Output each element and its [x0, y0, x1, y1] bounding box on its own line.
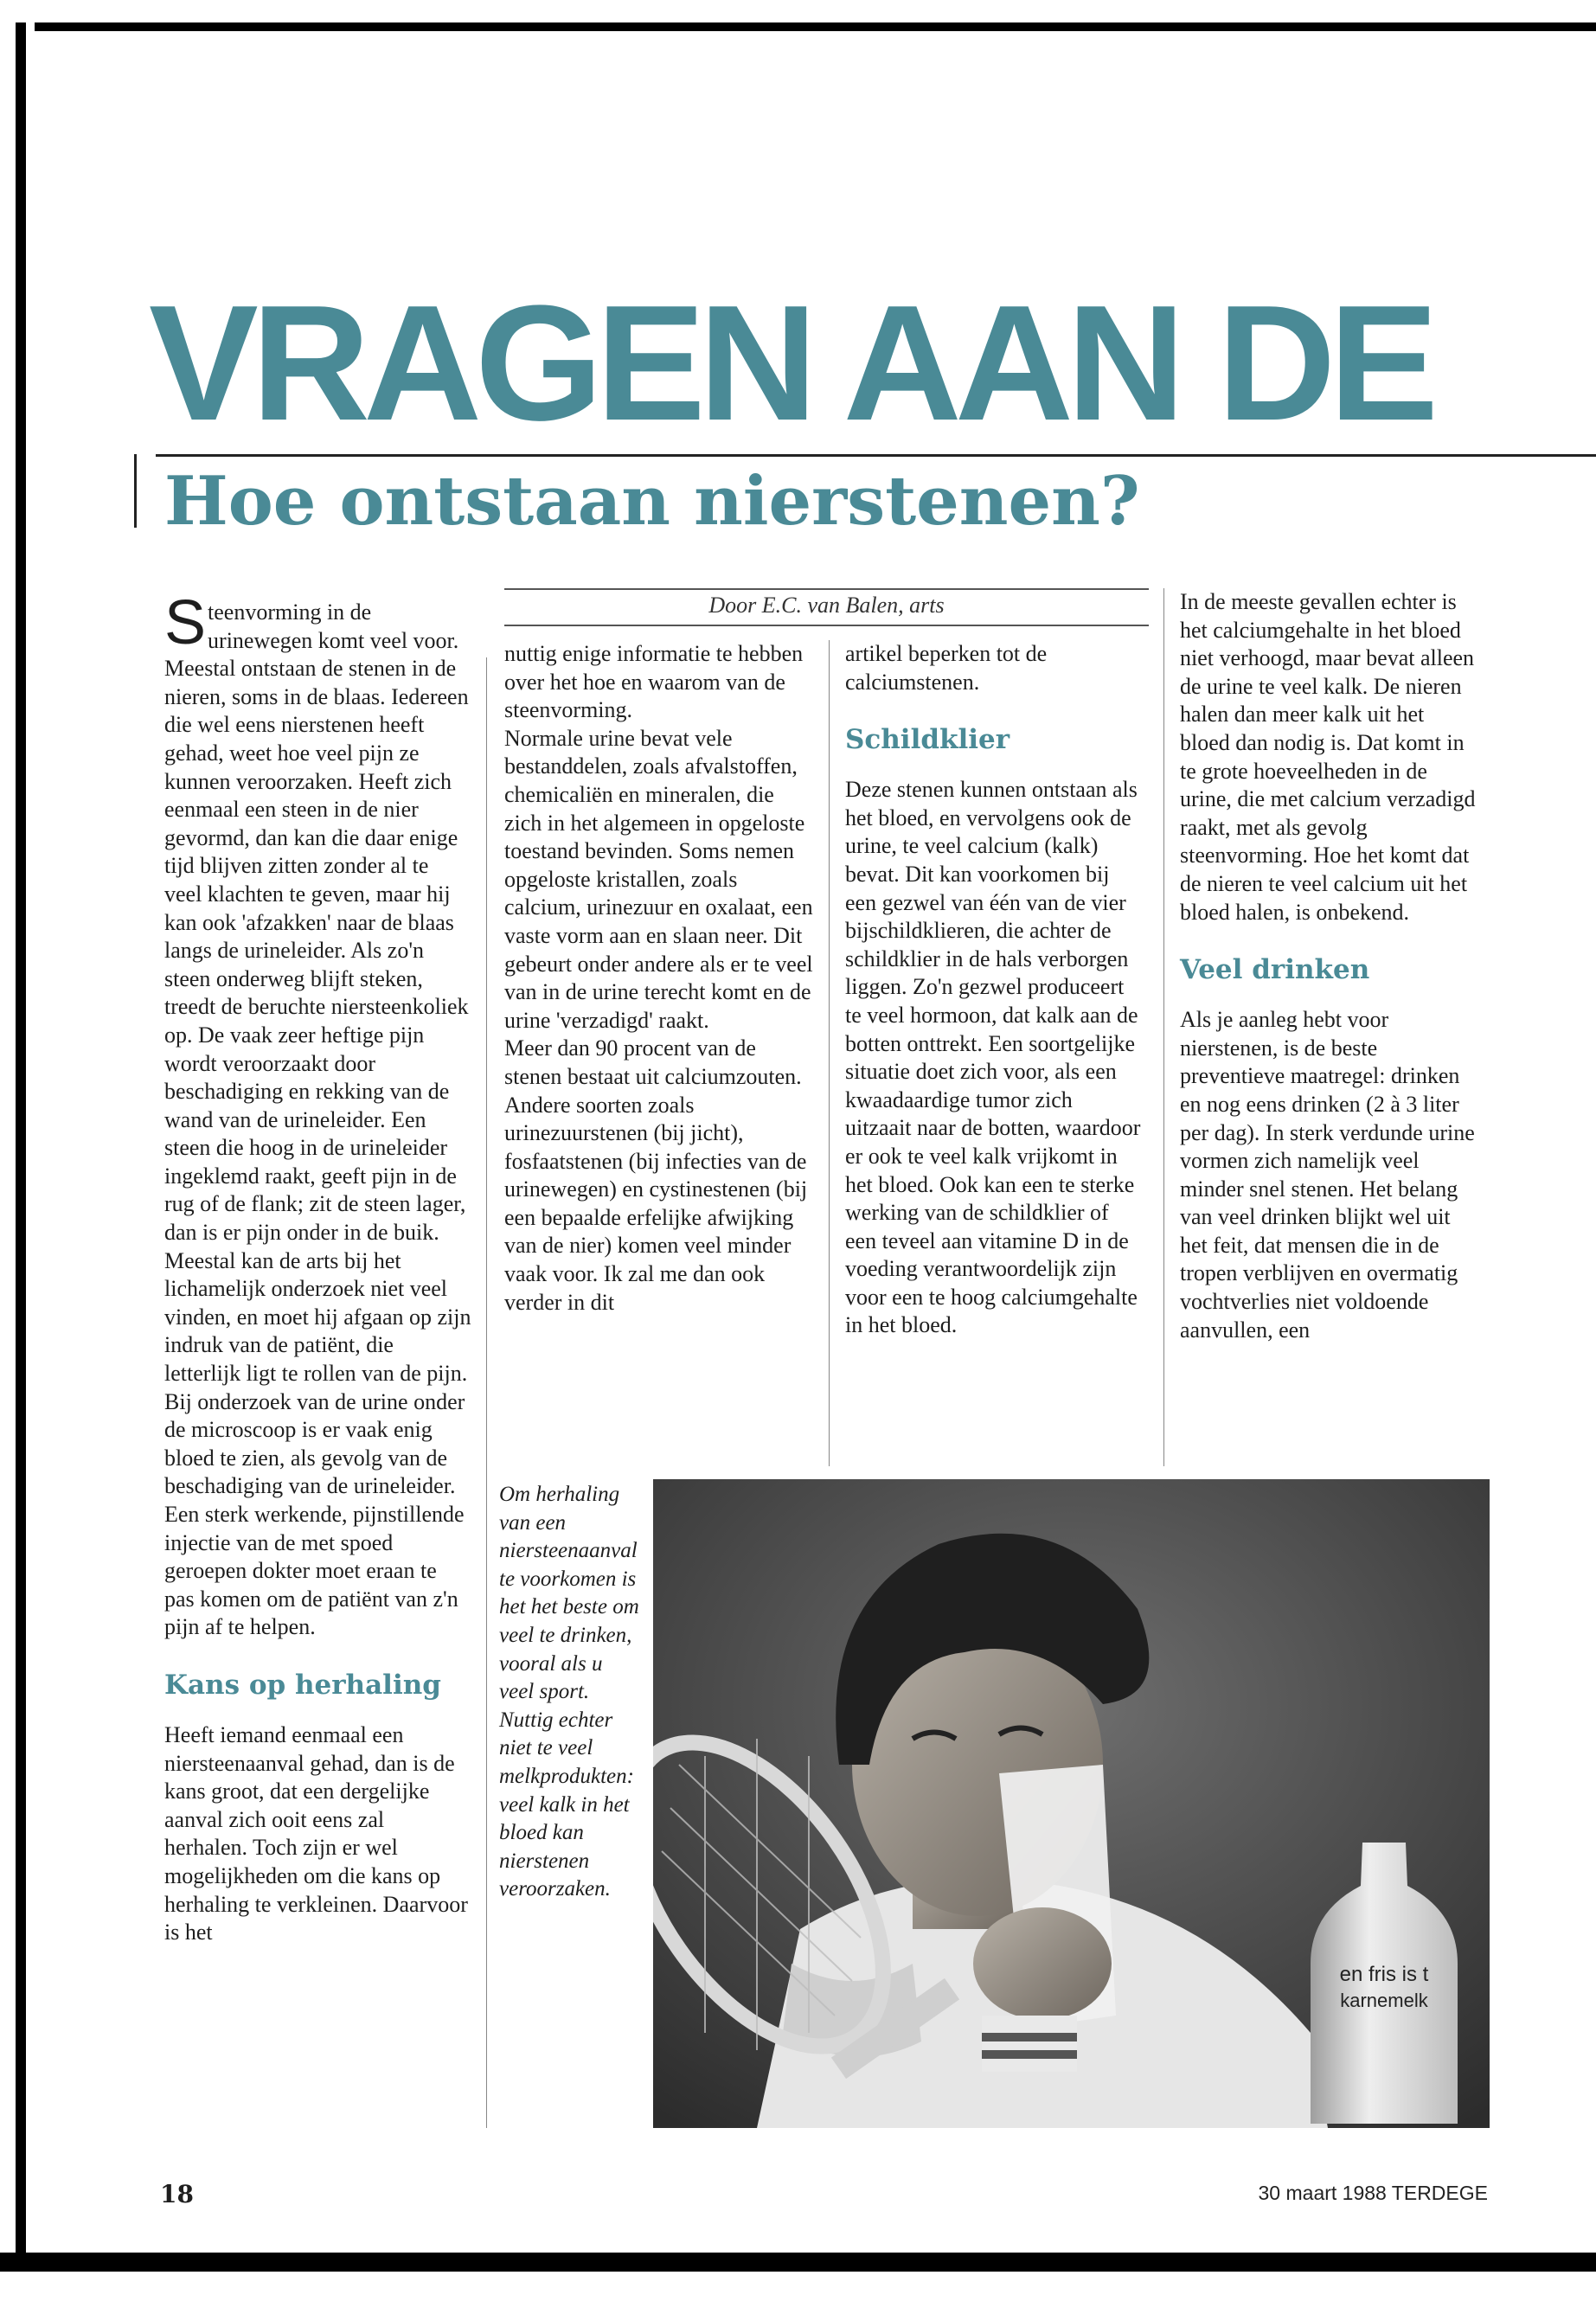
subhead-schildklier: Schildklier [845, 724, 1010, 756]
photo-illustration [653, 1479, 1490, 2128]
paragraph: Heeft iemand eenmaal een niersteenaanval gehad, dan is de kans groot, dat een dergelijke aanval zich ooit eens zal herhalen. Toch zijn er wel mogelijkheden om die kans op herhaling te verkleinen. Daarvoor is het [164, 1721, 468, 1945]
photo-caption: Om herhaling van een niersteenaanval te voorkomen is het het beste om veel te drinken, vooral als u veel sport. Nuttig echter niet te veel melkprodukten: veel kalk in het bloed kan nierstenen veroorzaken. [499, 1483, 639, 1901]
paragraph: Deze stenen kunnen ontstaan als het bloed, en vervolgens ook de urine, te veel calcium (kalk) bevat. Dit kan voorkomen bij een gezwel van één van de vier bijschildklieren, die achter de schildklier in de hals verborgen liggen. Zo'n gezwel produceert te veel hormoon, dat kalk aan de botten onttrekt. Een soortgelijke situatie doet zich voor, als een kwaadaardige tumor zich uitzaait naar de botten, waardoor er ook te veel kalk vrijkomt in het bloed. Ook kan een te sterke werking van de schildklier of een teveel aan vitamine D in de voeding verantwoordelijk zijn voor een te hoog calciumgehalte in het bloed. [845, 777, 1141, 1338]
article-column-4 [1180, 588, 1478, 1344]
paragraph: Meer dan 90 procent van de stenen bestaat uit calciumzouten. Andere soorten zoals urinezuurstenen (bij jicht), fosfaatstenen (bij infecties van de urinewegen) en cystinestenen (bij een bepaalde erfelijke afwijking van de nier) komen veel minder vaak voor. Ik zal me dan ook verder in dit [504, 1035, 808, 1315]
column-separator [486, 657, 487, 2128]
scan-border-top [35, 22, 1596, 31]
lead-paragraph: Steenvorming in de urinewegen komt veel voor. Meestal ontstaan de stenen in de nieren, soms in de blaas. Iedereen die wel eens nierstenen heeft gehad, weet hoe veel pijn ze kunnen veroorzaken. Heeft zich eenmaal een steen in de nier gevormd, dan kan die daar enige tijd blijven zitten zonder al te veel klachten te geven, maar hij kan ook 'afzakken' naar de blaas langs de urineleider. Als zo'n steen onderweg blijft steken, treedt de beruchte niersteenkoliek op. De vaak zeer heftige pijn wordt veroorzaakt door beschadiging en rekking van de wand van de urineleider. Een steen die hoog in de urineleider ingeklemd raakt, geeft pijn in de rug of de flank; zit de steen lager, dan is er pijn onder in de buik. Meestal kan de arts bij het lichamelijk onderzoek niet veel vinden, en moet hij afgaan op zijn indruk van de patiënt, die letterlijk ligt te rollen van de pijn. Bij onderzoek van de urine onder de microscoop is er vaak enig bloed te zien, als gevolg van de beschadiging van de urineleider. Een sterk werkende, pijnstillende injectie van de met spoed geroepen dokter moet eraan te pas komen om de patiënt van z'n pijn af te helpen. [164, 588, 471, 1640]
column-separator [829, 640, 830, 1466]
bottle-label-line-2: karnemelk [1340, 1990, 1428, 2011]
paragraph: Normale urine bevat vele bestanddelen, zoals afvalstoffen, chemicaliën en mineralen, die zich in het algemeen in opgeloste toestand bevinden. Soms nemen opgeloste kristallen, zoals calcium, urinezuur en oxalaat, een vaste vorm aan en slaan neer. Dit gebeurt onder andere als er te veel van in de urine terecht komt en de urine 'verzadigd' raakt. [504, 725, 813, 1033]
column-separator [1163, 588, 1164, 1466]
paragraph: Als je aanleg hebt voor nierstenen, is de beste preventieve maatregel: drinken en nog eens drinken (2 à 3 liter per dag). In sterk verdunde urine vormen zich namelijk veel minder snel stenen. Het belang van veel drinken blijkt wel uit het feit, dat mensen die in de tropen verblijven en overmatig vochtverlies niet voldoende aanvullen, een [1180, 1007, 1475, 1343]
headline-rule [156, 454, 1596, 457]
article-column-1 [164, 588, 471, 1947]
article-title: Hoe ontstaan nierstenen? [164, 462, 1140, 541]
scan-border-left [16, 22, 26, 2254]
byline-rule-bottom [504, 625, 1149, 626]
subtitle-rule [134, 454, 137, 528]
paragraph: In de meeste gevallen echter is het calciumgehalte in het bloed niet verhoogd, maar bevat alleen de urine te veel kalk. De nieren halen dan meer kalk uit het bloed dan nodig is. Dat komt in te grote hoeveelheden in de urine, die met calcium verzadigd raakt, met als gevolg steenvorming. Hoe het komt dat de nieren te veel calcium uit het bloed halen, is onbekend. [1180, 589, 1476, 925]
paragraph: artikel beperken tot de calciumstenen. [845, 641, 1048, 695]
headline: VRAGEN AAN DE [149, 277, 1432, 454]
subhead-kans-op-herhaling: Kans op herhaling [164, 1669, 441, 1701]
drop-cap: S [164, 588, 207, 657]
photo-tennis-player-drinking-milk [653, 1479, 1490, 2128]
page-number: 18 [160, 2180, 194, 2208]
paragraph: nuttig enige informatie te hebben over het hoe en waarom van de steenvorming. [504, 641, 804, 723]
issue-date: 30 maart 1988 TERDEGE [1258, 2182, 1488, 2204]
article-column-3 [845, 640, 1144, 1340]
scan-border-bottom [0, 2253, 1596, 2272]
subhead-veel-drinken: Veel drinken [1180, 954, 1370, 986]
byline: Door E.C. van Balen, arts [708, 593, 945, 618]
bottle-label-line-1: en fris is t [1339, 1963, 1429, 1986]
article-column-2 [504, 640, 816, 1317]
